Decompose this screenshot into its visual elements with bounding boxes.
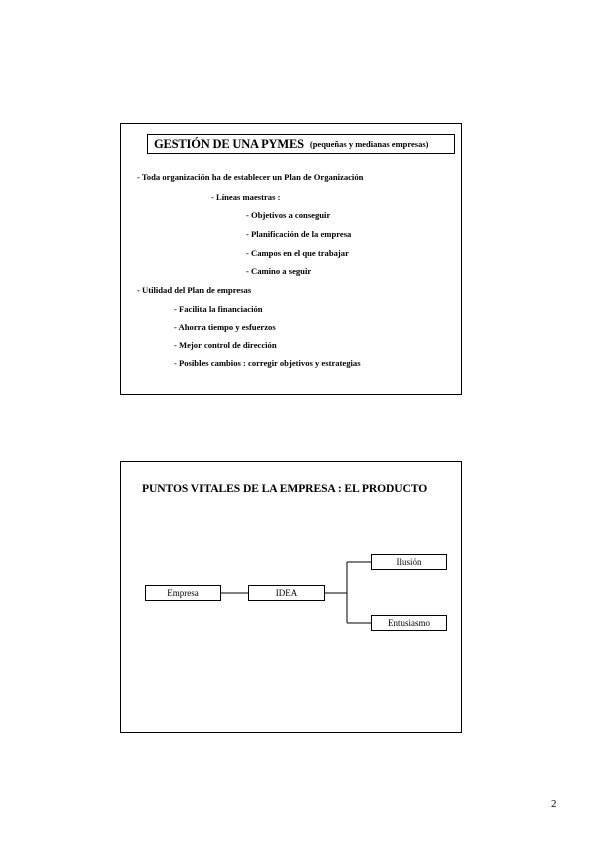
bullet-line: - Líneas maestras : [211, 192, 281, 202]
node-idea: IDEA [248, 585, 325, 601]
node-ilusion: Ilusión [371, 554, 447, 570]
bullet-line: - Ahorra tiempo y esfuerzos [174, 322, 276, 332]
bullet-line: - Utilidad del Plan de empresas [137, 285, 252, 295]
bullet-line: - Planificación de la empresa [246, 229, 352, 239]
node-empresa: Empresa [145, 585, 221, 601]
slide-puntos-vitales [120, 461, 462, 733]
bullet-line: - Campos en el que trabajar [246, 248, 349, 258]
slide-title-box [147, 134, 455, 154]
slide-title: PUNTOS VITALES DE LA EMPRESA : EL PRODUCTO [142, 482, 428, 495]
slide-title: GESTIÓN DE UNA PYMES [154, 136, 304, 151]
slide-gestion-pymes [120, 123, 462, 395]
slide-subtitle: (pequeñas y medianas empresas) [309, 139, 429, 149]
bullet-line: - Posibles cambios : corregir objetivos y estrategias [174, 358, 361, 368]
bullet-line: - Camino a seguir [246, 266, 312, 276]
bullet-line: - Mejor control de dirección [174, 340, 277, 350]
bullet-line: - Facilita la financiación [174, 304, 263, 314]
node-entusiasmo: Entusiasmo [371, 615, 447, 631]
page-number: 2 [551, 798, 557, 810]
bullet-line: - Objetivos a conseguir [246, 210, 331, 220]
bullet-line: - Toda organización ha de establecer un Plan de Organización [137, 172, 364, 182]
